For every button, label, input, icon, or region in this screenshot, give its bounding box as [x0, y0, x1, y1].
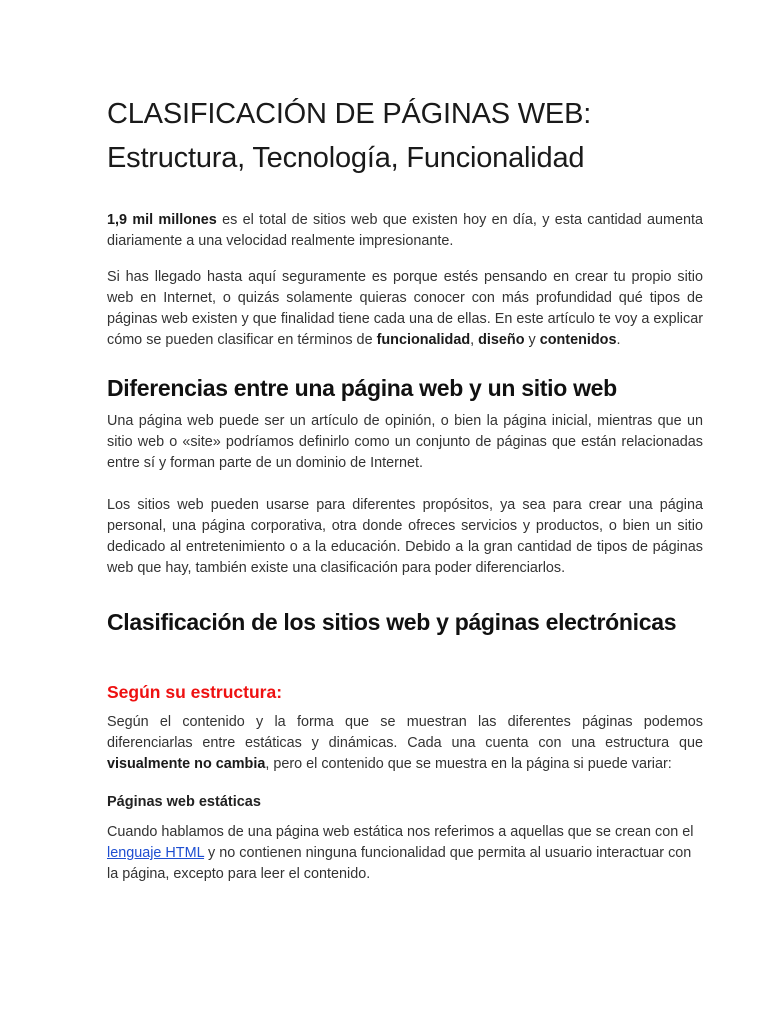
html-language-link[interactable]: lenguaje HTML: [107, 845, 205, 861]
section-heading-classification: Clasificación de los sitios web y páginas electrónicas: [107, 609, 677, 635]
intro-sep-2: y: [524, 332, 540, 348]
differences-paragraph-1: Una página web puede ser un artículo de opinión, o bien la página inicial, mientras que un sitio web o «site» podríamos definirlo como un conjunto de páginas que están relacionadas entre sí y forman parte de un dominio de Internet.: [107, 413, 703, 471]
static-pages-end: y no contienen ninguna funcionalidad que permita al usuario interactuar con la página, excepto para leer el contenido.: [107, 845, 692, 882]
page-title: [107, 92, 703, 180]
static-pages-paragraph: [107, 822, 703, 885]
structure-paragraph-end: , pero el contenido que se muestra en la página si puede variar:: [265, 756, 672, 772]
section-heading-differences: Diferencias entre una página web y un sitio web: [107, 375, 617, 401]
title-line-2: Estructura, Tecnología, Funcionalidad: [107, 142, 585, 174]
intro-sep-1: ,: [470, 332, 479, 348]
structure-paragraph-text: Según el contenido y la forma que se muestran las diferentes páginas podemos diferenciarlas entre estáticas y dinámicas. Cada una cuenta con una estructura que: [107, 714, 703, 751]
subheading-static-pages: Páginas web estáticas: [107, 794, 261, 810]
intro-stat-bold: 1,9 mil millones: [107, 212, 217, 228]
subheading-structure: Según su estructura:: [107, 682, 283, 702]
document-page: [107, 92, 703, 885]
intro-paragraph-2: [107, 267, 703, 351]
differences-paragraph-2: Los sitios web pueden usarse para diferentes propósitos, ya sea para crear una página personal, una página corporativa, otra donde ofreces servicios y productos, o bien un sitio dedicado al entretenimiento o a la educación. Debido a la gran cantidad de tipos de páginas web que hay, también existe una clasificación para poder diferenciarlos.: [107, 497, 703, 576]
title-line-1: CLASIFICACIÓN DE PÁGINAS WEB:: [107, 98, 592, 130]
structure-paragraph: [107, 712, 703, 775]
keyword-diseno: diseño: [478, 332, 525, 348]
structure-bold: visualmente no cambia: [107, 756, 266, 772]
keyword-contenidos: contenidos: [539, 332, 617, 348]
intro-paragraph-2-text: Si has llegado hasta aquí seguramente es porque estés pensando en crear tu propio sitio web en Internet, o quizás solamente quieras conocer con más profundidad qué tipos de páginas web existen y que finalidad tiene cada una de ellas. En este artículo te voy a explicar cómo se pueden clasificar en términos de: [107, 269, 703, 348]
intro-paragraph-1: [107, 210, 703, 252]
intro-paragraph-1-text: es el total de sitios web que existen hoy en día, y esta cantidad aumenta diariamente a una velocidad realmente impresionante.: [107, 212, 703, 249]
static-pages-text: Cuando hablamos de una página web estática nos referimos a aquellas que se crean con el: [107, 824, 694, 840]
intro-end: .: [616, 332, 621, 348]
keyword-funcionalidad: funcionalidad: [376, 332, 471, 348]
